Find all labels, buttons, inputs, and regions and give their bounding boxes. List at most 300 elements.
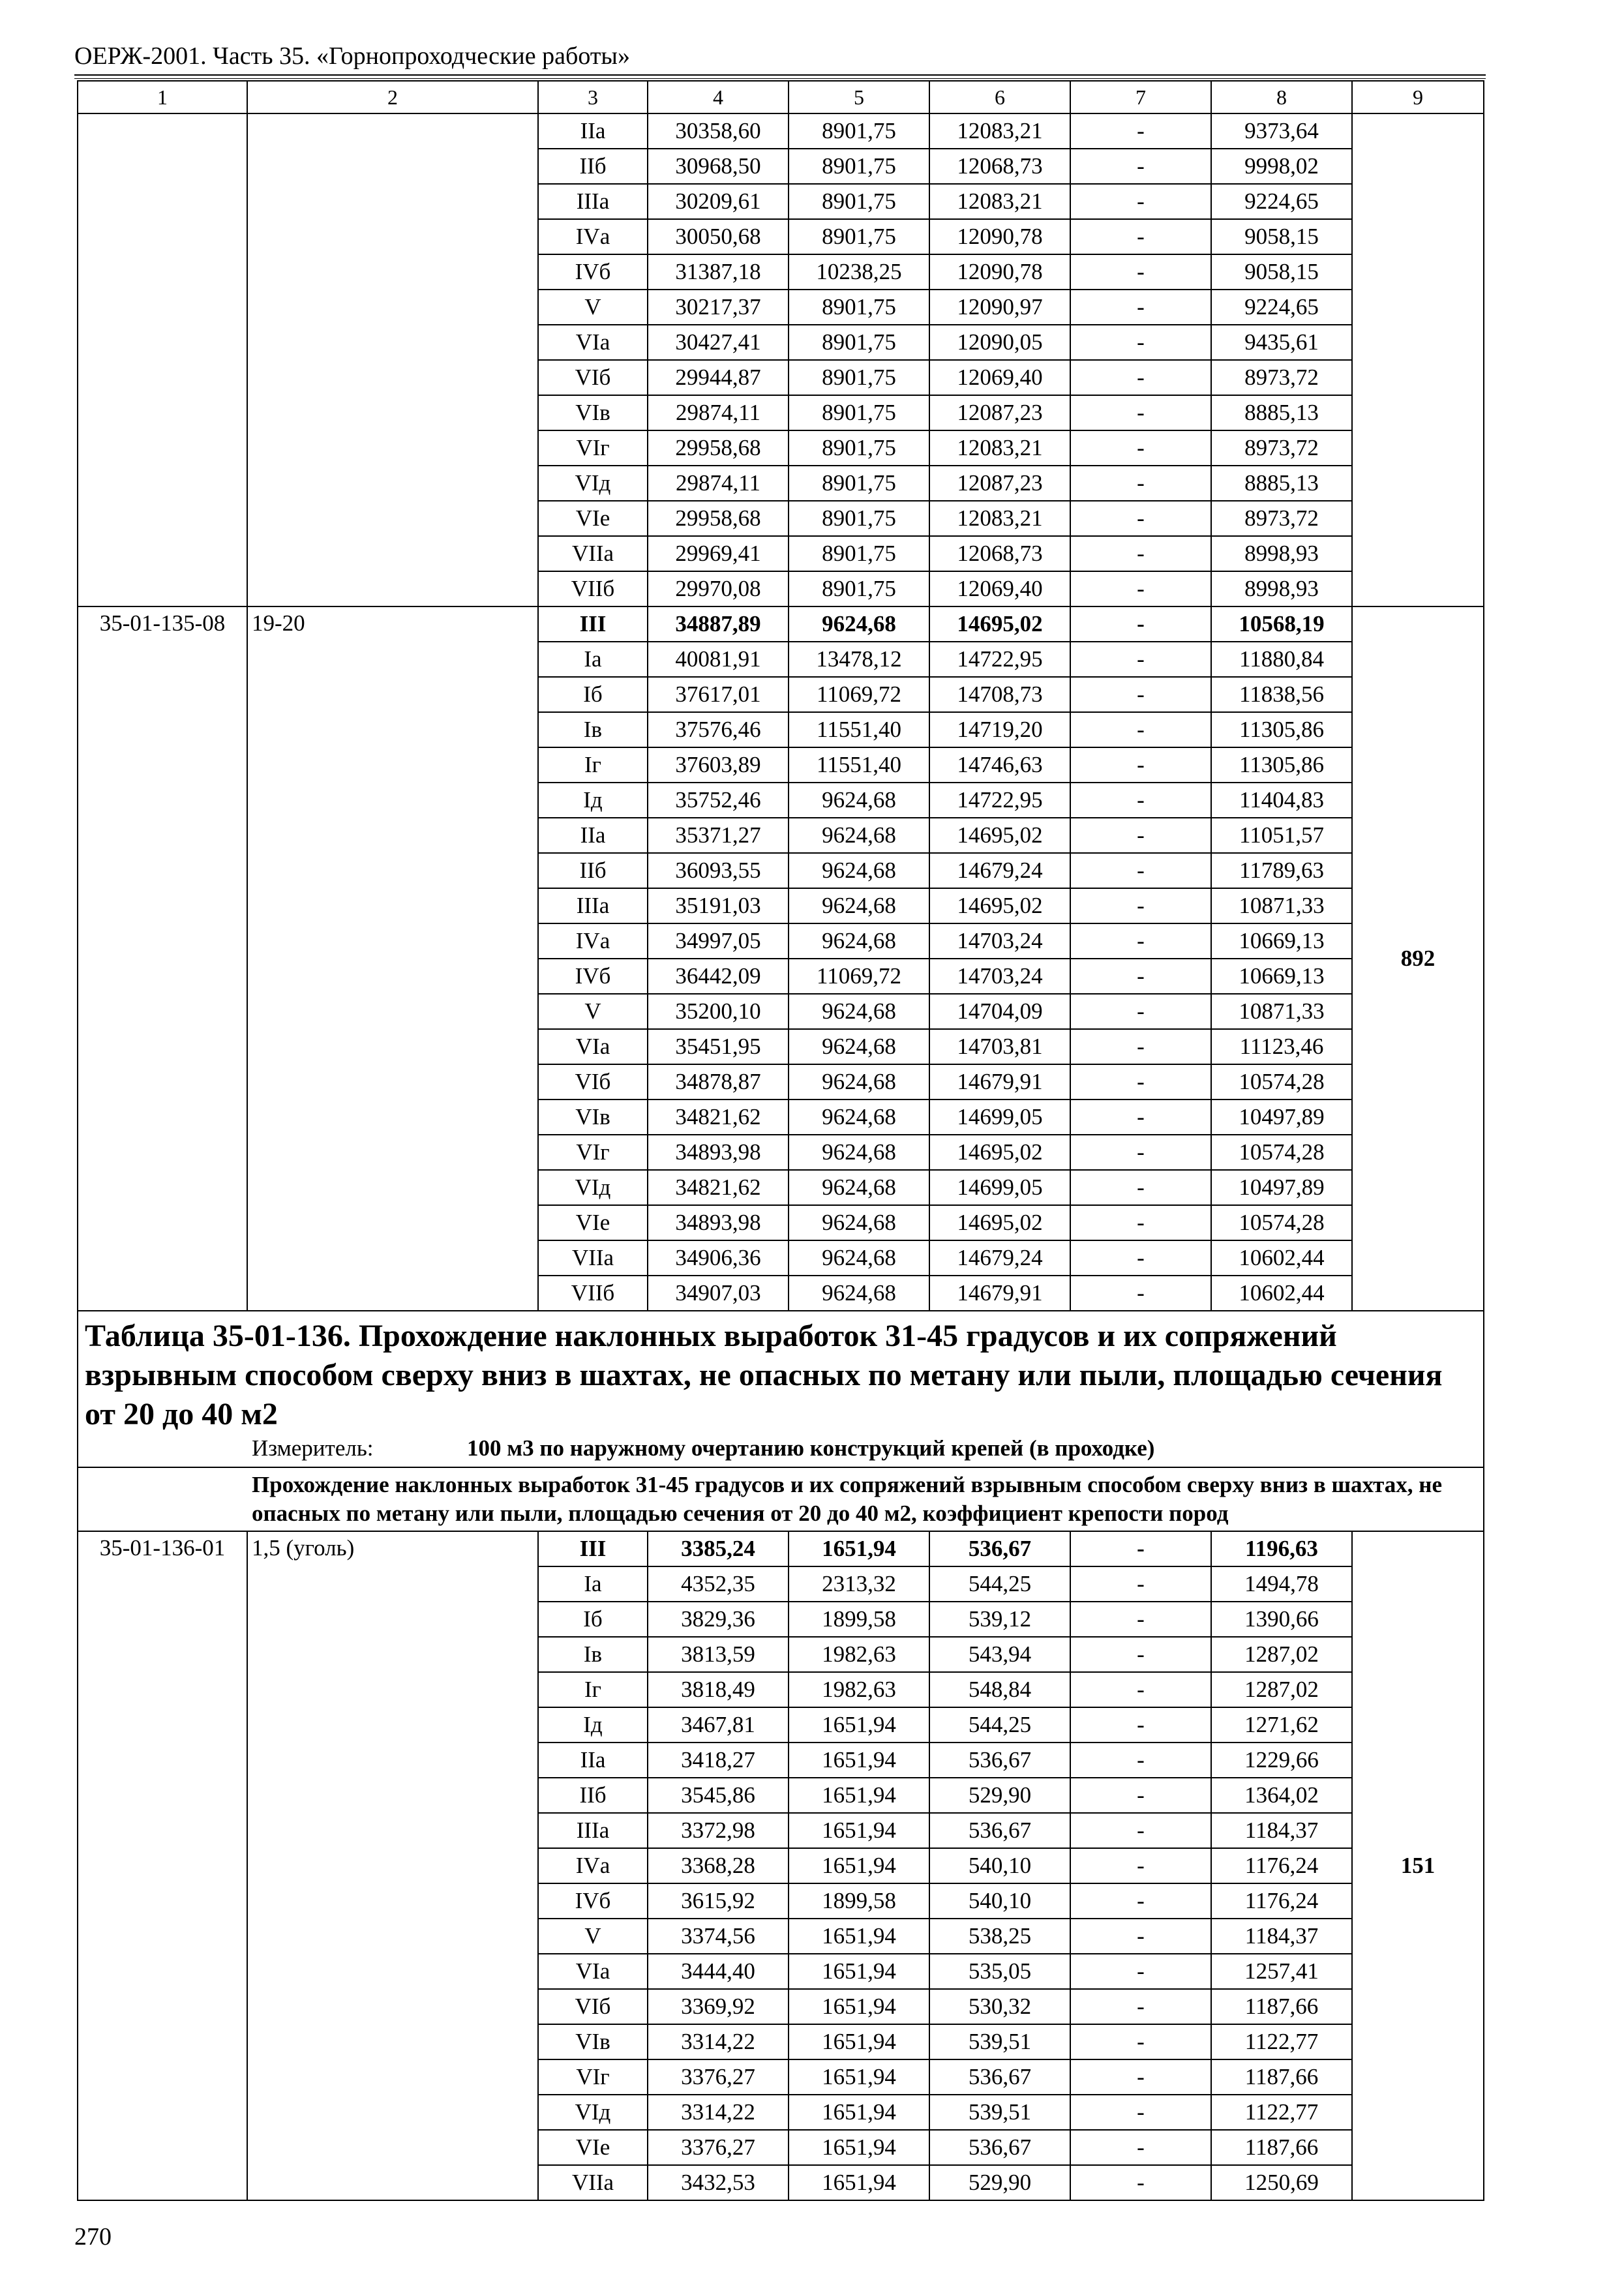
value-cell: 10871,33	[1211, 888, 1352, 923]
value-cell: 8901,75	[789, 290, 929, 325]
value-cell: 1184,37	[1211, 1813, 1352, 1848]
value-cell: -	[1070, 1531, 1211, 1566]
value-cell: Iа	[538, 642, 648, 677]
value-cell: 8973,72	[1211, 430, 1352, 466]
table-title-cell	[78, 1311, 1484, 1467]
value-cell: -	[1070, 1954, 1211, 1989]
value-cell: 14679,91	[929, 1276, 1070, 1311]
value-cell: 34907,03	[648, 1276, 789, 1311]
value-cell: 29874,11	[648, 395, 789, 430]
value-cell: 14695,02	[929, 818, 1070, 853]
value-cell: 10574,28	[1211, 1135, 1352, 1170]
value-cell: 10568,19	[1211, 606, 1352, 642]
value-cell: 1271,62	[1211, 1707, 1352, 1743]
value-cell: 1176,24	[1211, 1883, 1352, 1919]
value-cell: 3372,98	[648, 1813, 789, 1848]
value-cell: 1187,66	[1211, 2130, 1352, 2165]
value-cell: -	[1070, 818, 1211, 853]
value-cell: IVа	[538, 923, 648, 959]
value-cell: 1651,94	[789, 1743, 929, 1778]
value-cell: 1122,77	[1211, 2024, 1352, 2059]
value-cell: 14695,02	[929, 888, 1070, 923]
value-cell: -	[1070, 395, 1211, 430]
value-cell: VIе	[538, 2130, 648, 2165]
value-cell: 29958,68	[648, 430, 789, 466]
value-cell: IIа	[538, 818, 648, 853]
rock-parameter: 19-20	[247, 606, 538, 1311]
value-cell: 8998,93	[1211, 571, 1352, 606]
value-cell: 1229,66	[1211, 1743, 1352, 1778]
value-cell: 3829,36	[648, 1602, 789, 1637]
value-cell: 1651,94	[789, 1989, 929, 2024]
value-cell: -	[1070, 1100, 1211, 1135]
value-cell: 3545,86	[648, 1778, 789, 1813]
value-cell: 9624,68	[789, 1064, 929, 1100]
value-cell: IVб	[538, 254, 648, 290]
value-cell: 8901,75	[789, 149, 929, 184]
value-cell: 538,25	[929, 1919, 1070, 1954]
value-cell: 1899,58	[789, 1602, 929, 1637]
value-cell: 11404,83	[1211, 783, 1352, 818]
value-cell: 12090,05	[929, 325, 1070, 360]
value-cell: 539,12	[929, 1602, 1070, 1637]
value-cell: 14679,24	[929, 853, 1070, 888]
value-cell: 14699,05	[929, 1170, 1070, 1205]
value-cell: -	[1070, 994, 1211, 1029]
value-cell: 529,90	[929, 1778, 1070, 1813]
value-cell: 1250,69	[1211, 2165, 1352, 2200]
value-cell: VIв	[538, 1100, 648, 1135]
value-cell: 11123,46	[1211, 1029, 1352, 1064]
value-cell: 2313,32	[789, 1566, 929, 1602]
value-cell: -	[1070, 466, 1211, 501]
page-number: 270	[74, 2223, 112, 2251]
value-cell: IIб	[538, 1778, 648, 1813]
value-cell: 1651,94	[789, 1848, 929, 1883]
value-cell: 36093,55	[648, 853, 789, 888]
value-cell: III	[538, 1531, 648, 1566]
value-cell: 9435,61	[1211, 325, 1352, 360]
measure-label: Измеритель:	[252, 1435, 374, 1461]
value-cell: Iд	[538, 783, 648, 818]
value-cell: 14699,05	[929, 1100, 1070, 1135]
value-cell: -	[1070, 642, 1211, 677]
value-cell: 30209,61	[648, 184, 789, 219]
value-cell: 34893,98	[648, 1135, 789, 1170]
value-cell: 10497,89	[1211, 1100, 1352, 1135]
measure-value: 100 м3 по наружному очертанию конструкций крепей (в проходке)	[467, 1435, 1155, 1461]
value-cell: III	[538, 606, 648, 642]
column-number: 2	[247, 81, 538, 113]
value-cell: 1187,66	[1211, 1989, 1352, 2024]
value-cell: -	[1070, 1707, 1211, 1743]
value-cell: 30217,37	[648, 290, 789, 325]
column-number: 1	[78, 81, 247, 113]
value-cell: 9624,68	[789, 783, 929, 818]
value-cell: 8901,75	[789, 325, 929, 360]
value-cell: -	[1070, 536, 1211, 571]
value-cell: 8901,75	[789, 430, 929, 466]
value-cell: -	[1070, 325, 1211, 360]
value-cell: 14704,09	[929, 994, 1070, 1029]
value-cell: 8901,75	[789, 536, 929, 571]
value-cell: -	[1070, 2165, 1211, 2200]
value-cell: 10238,25	[789, 254, 929, 290]
value-cell: 9624,68	[789, 888, 929, 923]
value-cell: 35200,10	[648, 994, 789, 1029]
value-cell: 11069,72	[789, 677, 929, 712]
value-cell: 536,67	[929, 1813, 1070, 1848]
rate-code: 35-01-136-01	[78, 1531, 247, 2200]
value-cell: -	[1070, 184, 1211, 219]
value-cell: -	[1070, 254, 1211, 290]
value-cell: 1651,94	[789, 2095, 929, 2130]
value-cell: VIIа	[538, 536, 648, 571]
value-cell: 9624,68	[789, 1170, 929, 1205]
value-cell: 540,10	[929, 1848, 1070, 1883]
value-cell: 3432,53	[648, 2165, 789, 2200]
value-cell: 10602,44	[1211, 1240, 1352, 1276]
value-cell: 10574,28	[1211, 1205, 1352, 1240]
value-cell: 3376,27	[648, 2130, 789, 2165]
value-cell: 34997,05	[648, 923, 789, 959]
column-number: 6	[929, 81, 1070, 113]
value-cell: -	[1070, 219, 1211, 254]
value-cell: V	[538, 1919, 648, 1954]
value-cell: VIб	[538, 360, 648, 395]
value-cell: 8998,93	[1211, 536, 1352, 571]
value-cell: 530,32	[929, 1989, 1070, 2024]
value-cell: 10497,89	[1211, 1170, 1352, 1205]
value-cell: 3368,28	[648, 1848, 789, 1883]
column-number: 7	[1070, 81, 1211, 113]
value-cell: 12083,21	[929, 430, 1070, 466]
value-cell: 34878,87	[648, 1064, 789, 1100]
value-cell: 9058,15	[1211, 219, 1352, 254]
value-cell: -	[1070, 149, 1211, 184]
labor-value: 151	[1352, 1531, 1484, 2200]
value-cell: 536,67	[929, 1531, 1070, 1566]
value-cell: -	[1070, 360, 1211, 395]
value-cell: 1982,63	[789, 1672, 929, 1707]
value-cell: 1494,78	[1211, 1566, 1352, 1602]
value-cell: VIе	[538, 501, 648, 536]
value-cell: -	[1070, 501, 1211, 536]
value-cell: 8901,75	[789, 360, 929, 395]
value-cell: -	[1070, 1637, 1211, 1672]
value-cell: 14703,81	[929, 1029, 1070, 1064]
value-cell: 1176,24	[1211, 1848, 1352, 1883]
value-cell: 4352,35	[648, 1566, 789, 1602]
rates-table	[77, 80, 1484, 2201]
value-cell: Iб	[538, 677, 648, 712]
value-cell: 10574,28	[1211, 1064, 1352, 1100]
value-cell: 14722,95	[929, 642, 1070, 677]
value-cell: 3813,59	[648, 1637, 789, 1672]
value-cell: IIIа	[538, 1813, 648, 1848]
value-cell: 29969,41	[648, 536, 789, 571]
value-cell: 1287,02	[1211, 1672, 1352, 1707]
value-cell: IIа	[538, 1743, 648, 1778]
value-cell: 8901,75	[789, 395, 929, 430]
value-cell: IIб	[538, 149, 648, 184]
value-cell: 35191,03	[648, 888, 789, 923]
value-cell: 14695,02	[929, 1205, 1070, 1240]
value-cell: IVа	[538, 219, 648, 254]
value-cell: 543,94	[929, 1637, 1070, 1672]
value-cell: -	[1070, 1205, 1211, 1240]
value-cell: 9998,02	[1211, 149, 1352, 184]
value-cell: 37576,46	[648, 712, 789, 747]
value-cell: 1651,94	[789, 2130, 929, 2165]
value-cell: 40081,91	[648, 642, 789, 677]
value-cell: 11305,86	[1211, 747, 1352, 783]
value-cell: 29874,11	[648, 466, 789, 501]
value-cell: -	[1070, 923, 1211, 959]
value-cell: VIд	[538, 1170, 648, 1205]
value-cell: 540,10	[929, 1883, 1070, 1919]
value-cell: 9224,65	[1211, 184, 1352, 219]
value-cell: Iг	[538, 1672, 648, 1707]
value-cell: -	[1070, 1566, 1211, 1602]
value-cell: 34821,62	[648, 1100, 789, 1135]
header-rule	[74, 74, 1486, 76]
value-cell: 8901,75	[789, 571, 929, 606]
value-cell: -	[1070, 677, 1211, 712]
value-cell: VIв	[538, 2024, 648, 2059]
value-cell: 11880,84	[1211, 642, 1352, 677]
column-number: 9	[1352, 81, 1484, 113]
value-cell: -	[1070, 1989, 1211, 2024]
value-cell: VIе	[538, 1205, 648, 1240]
value-cell: 9624,68	[789, 1240, 929, 1276]
value-cell: VIв	[538, 395, 648, 430]
value-cell: 12068,73	[929, 536, 1070, 571]
column-number: 4	[648, 81, 789, 113]
value-cell: VIIб	[538, 1276, 648, 1311]
value-cell: 13478,12	[789, 642, 929, 677]
value-cell: 8885,13	[1211, 466, 1352, 501]
value-cell: -	[1070, 2024, 1211, 2059]
value-cell: 12090,78	[929, 219, 1070, 254]
value-cell: 34906,36	[648, 1240, 789, 1276]
value-cell: 9058,15	[1211, 254, 1352, 290]
value-cell: 1364,02	[1211, 1778, 1352, 1813]
measure-line	[85, 1434, 1477, 1463]
value-cell: 9224,65	[1211, 290, 1352, 325]
value-cell: IIа	[538, 113, 648, 149]
value-cell: 14722,95	[929, 783, 1070, 818]
value-cell: 30968,50	[648, 149, 789, 184]
value-cell: 9624,68	[789, 1135, 929, 1170]
value-cell: 9624,68	[789, 1029, 929, 1064]
value-cell: 1899,58	[789, 1883, 929, 1919]
value-cell: 1651,94	[789, 1531, 929, 1566]
value-cell: 3376,27	[648, 2059, 789, 2095]
value-cell: 9624,68	[789, 818, 929, 853]
value-cell: 3369,92	[648, 1989, 789, 2024]
value-cell: 539,51	[929, 2024, 1070, 2059]
value-cell: 14679,24	[929, 1240, 1070, 1276]
value-cell: 29958,68	[648, 501, 789, 536]
value-cell: 1257,41	[1211, 1954, 1352, 1989]
value-cell: 14679,91	[929, 1064, 1070, 1100]
value-cell: VIа	[538, 1029, 648, 1064]
value-cell: 3385,24	[648, 1531, 789, 1566]
value-cell: 11789,63	[1211, 853, 1352, 888]
value-cell: 11551,40	[789, 747, 929, 783]
value-cell: 10669,13	[1211, 959, 1352, 994]
value-cell: -	[1070, 959, 1211, 994]
value-cell: 1187,66	[1211, 2059, 1352, 2095]
value-cell: VIIа	[538, 2165, 648, 2200]
value-cell: -	[1070, 1602, 1211, 1637]
value-cell: 36442,09	[648, 959, 789, 994]
value-cell: 30427,41	[648, 325, 789, 360]
value-cell: 30050,68	[648, 219, 789, 254]
value-cell: 11551,40	[789, 712, 929, 747]
value-cell: 11838,56	[1211, 677, 1352, 712]
value-cell: VIа	[538, 325, 648, 360]
value-cell: 3374,56	[648, 1919, 789, 1954]
value-cell: 14695,02	[929, 606, 1070, 642]
value-cell: -	[1070, 1240, 1211, 1276]
value-cell: -	[1070, 712, 1211, 747]
value-cell: 544,25	[929, 1707, 1070, 1743]
value-cell: 29970,08	[648, 571, 789, 606]
description-row	[78, 1467, 1484, 1531]
param-cell	[247, 113, 538, 606]
value-cell: 12083,21	[929, 113, 1070, 149]
value-cell: -	[1070, 888, 1211, 923]
description-cell	[78, 1467, 1484, 1531]
value-cell: -	[1070, 783, 1211, 818]
value-cell: 1982,63	[789, 1637, 929, 1672]
value-cell: IVб	[538, 1883, 648, 1919]
value-cell: Iв	[538, 712, 648, 747]
value-cell: 1390,66	[1211, 1602, 1352, 1637]
value-cell: -	[1070, 2059, 1211, 2095]
value-cell: 10871,33	[1211, 994, 1352, 1029]
value-cell: 535,05	[929, 1954, 1070, 1989]
rates-table-body	[78, 81, 1484, 2200]
value-cell: VIб	[538, 1064, 648, 1100]
value-cell: 9624,68	[789, 1205, 929, 1240]
value-cell: 8885,13	[1211, 395, 1352, 430]
value-cell: VIб	[538, 1989, 648, 2024]
value-cell: 8901,75	[789, 466, 929, 501]
value-cell: -	[1070, 1743, 1211, 1778]
value-cell: 1651,94	[789, 1954, 929, 1989]
value-cell: 37617,01	[648, 677, 789, 712]
value-cell: -	[1070, 1813, 1211, 1848]
labor-cell	[1352, 113, 1484, 606]
value-cell: Iд	[538, 1707, 648, 1743]
value-cell: -	[1070, 1883, 1211, 1919]
value-cell: 9624,68	[789, 1276, 929, 1311]
value-cell: 11305,86	[1211, 712, 1352, 747]
value-cell: -	[1070, 571, 1211, 606]
value-cell: 14708,73	[929, 677, 1070, 712]
value-cell: 31387,18	[648, 254, 789, 290]
value-cell: 1287,02	[1211, 1637, 1352, 1672]
value-cell: 11051,57	[1211, 818, 1352, 853]
labor-value: 892	[1352, 606, 1484, 1311]
value-cell: 1651,94	[789, 1778, 929, 1813]
value-cell: V	[538, 994, 648, 1029]
value-cell: VIIб	[538, 571, 648, 606]
value-cell: -	[1070, 1064, 1211, 1100]
value-cell: VIа	[538, 1954, 648, 1989]
value-cell: 1651,94	[789, 1707, 929, 1743]
value-cell: VIг	[538, 1135, 648, 1170]
value-cell: 14746,63	[929, 747, 1070, 783]
value-cell: 12069,40	[929, 360, 1070, 395]
value-cell: 34893,98	[648, 1205, 789, 1240]
value-cell: Iа	[538, 1566, 648, 1602]
value-cell: 544,25	[929, 1566, 1070, 1602]
value-cell: 12083,21	[929, 501, 1070, 536]
value-cell: 3467,81	[648, 1707, 789, 1743]
value-cell: 536,67	[929, 2059, 1070, 2095]
value-cell: 8901,75	[789, 113, 929, 149]
value-cell: 9624,68	[789, 606, 929, 642]
value-cell: 8973,72	[1211, 360, 1352, 395]
value-cell: -	[1070, 1848, 1211, 1883]
value-cell: 12083,21	[929, 184, 1070, 219]
value-cell: 12090,78	[929, 254, 1070, 290]
value-cell: IVа	[538, 1848, 648, 1883]
value-cell: 529,90	[929, 2165, 1070, 2200]
value-cell: IIIа	[538, 888, 648, 923]
value-cell: 12090,97	[929, 290, 1070, 325]
value-cell: VIд	[538, 2095, 648, 2130]
value-cell: Iб	[538, 1602, 648, 1637]
value-cell: -	[1070, 1029, 1211, 1064]
value-cell: 536,67	[929, 2130, 1070, 2165]
value-cell: VIг	[538, 2059, 648, 2095]
value-cell: 14695,02	[929, 1135, 1070, 1170]
value-cell: 12087,23	[929, 395, 1070, 430]
value-cell: 9624,68	[789, 1100, 929, 1135]
value-cell: VIIа	[538, 1240, 648, 1276]
value-cell: -	[1070, 1276, 1211, 1311]
value-cell: -	[1070, 747, 1211, 783]
table-row-main	[78, 1531, 1484, 1566]
value-cell: 3818,49	[648, 1672, 789, 1707]
value-cell: 3314,22	[648, 2095, 789, 2130]
value-cell: 1184,37	[1211, 1919, 1352, 1954]
value-cell: -	[1070, 606, 1211, 642]
value-cell: -	[1070, 1778, 1211, 1813]
value-cell: 1122,77	[1211, 2095, 1352, 2130]
value-cell: 1651,94	[789, 1813, 929, 1848]
value-cell: 3444,40	[648, 1954, 789, 1989]
value-cell: 10602,44	[1211, 1276, 1352, 1311]
work-description: Прохождение наклонных выработок 31-45 градусов и их сопряжений взрывным способом сверху вниз в шахтах, не опасных по метану или пыли, площадью сечения от 20 до 40 м2, коэффициент крепости пород	[252, 1472, 1442, 1526]
value-cell: VIд	[538, 466, 648, 501]
value-cell: 35451,95	[648, 1029, 789, 1064]
header-rule-thin	[74, 78, 1486, 79]
rate-code: 35-01-135-08	[78, 606, 247, 1311]
value-cell: IVб	[538, 959, 648, 994]
value-cell: 35371,27	[648, 818, 789, 853]
value-cell: 1196,63	[1211, 1531, 1352, 1566]
value-cell: Iг	[538, 747, 648, 783]
value-cell: 536,67	[929, 1743, 1070, 1778]
code-cell	[78, 113, 247, 606]
column-number: 5	[789, 81, 929, 113]
